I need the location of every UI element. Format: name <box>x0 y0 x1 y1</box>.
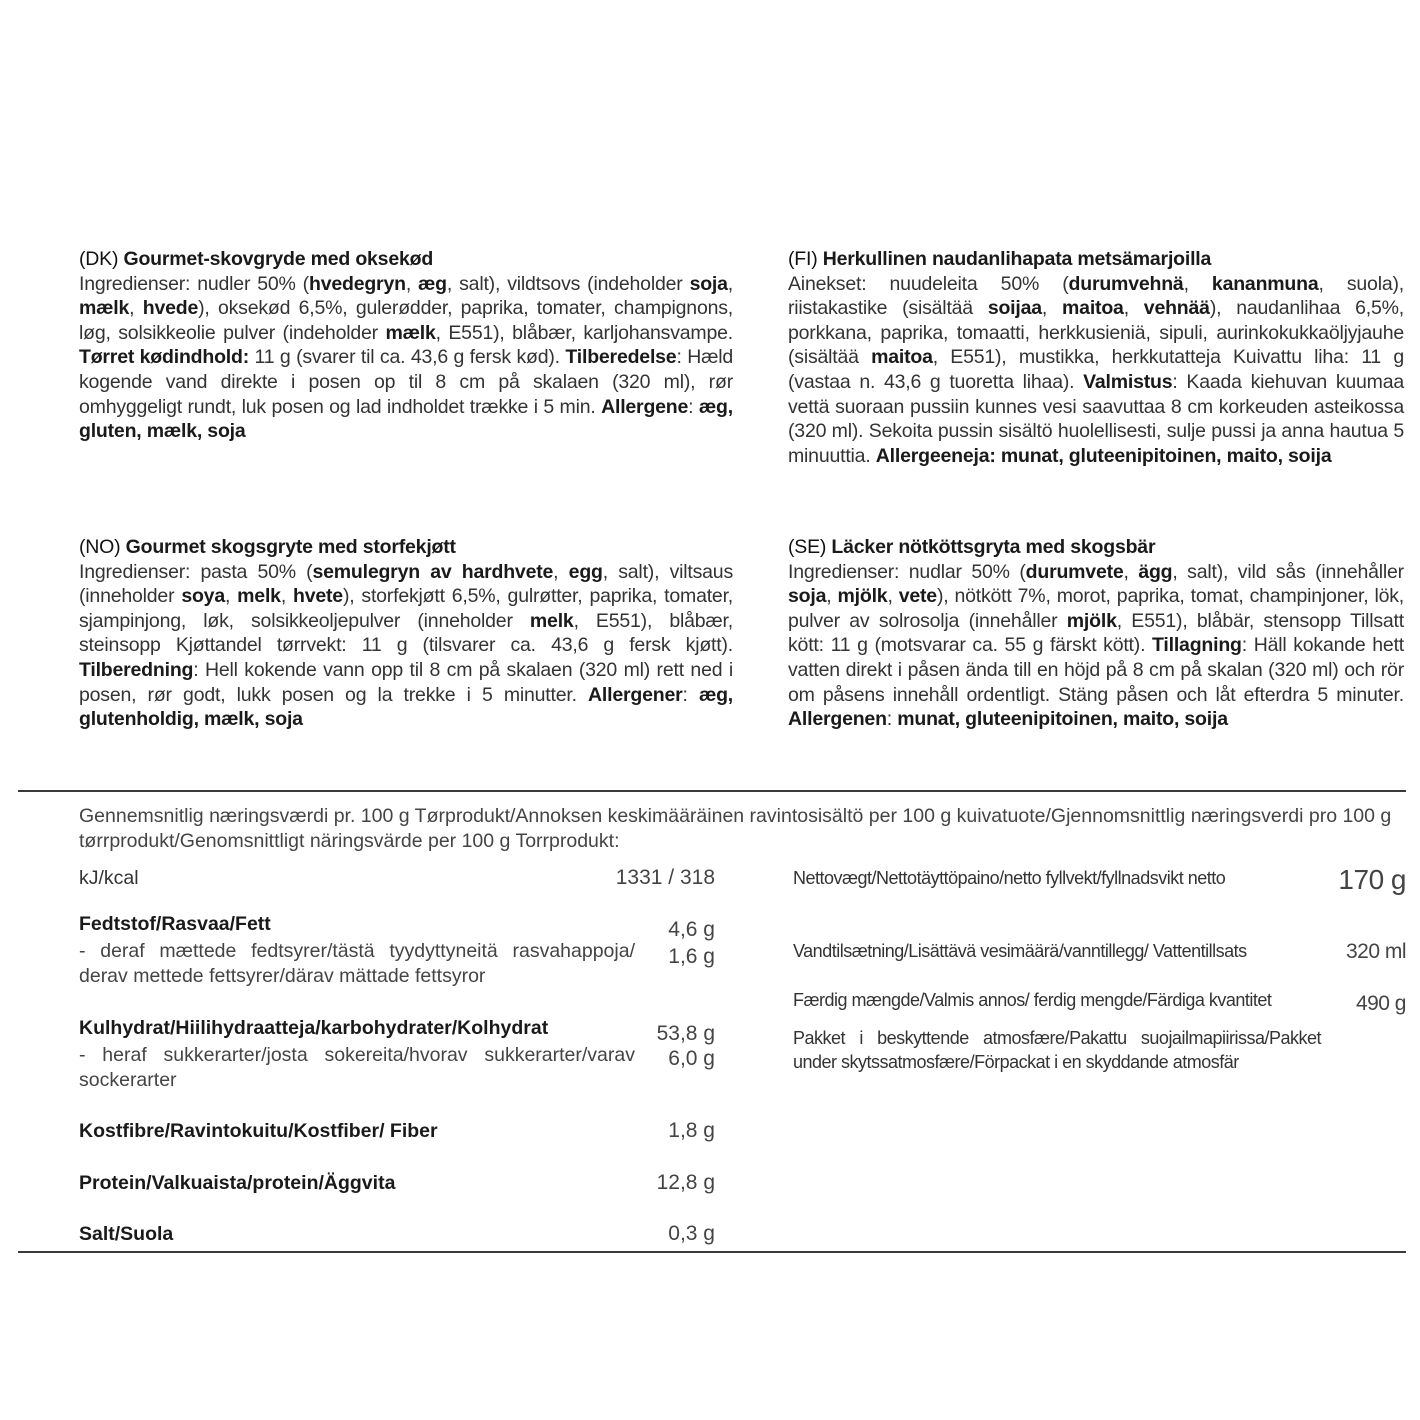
text-run: , <box>405 272 419 295</box>
section-no-heading <box>79 535 733 560</box>
bold-term: æg <box>418 272 447 295</box>
bold-term: durumvehnä <box>1068 272 1184 295</box>
bold-term: mælk <box>79 297 130 320</box>
bold-term: egg <box>568 560 603 583</box>
text-run: , <box>1123 560 1139 583</box>
text-run: ), oksekød 6,5%, gulerødder, paprika, tomater, champignons, løg, solsikkeolie pulver (indeholder <box>79 297 734 344</box>
bold-term: Tørret kødindhold: <box>79 346 250 369</box>
sugars-value: 6,0 g <box>668 1047 715 1070</box>
text-run: , <box>553 560 569 583</box>
nutrition-header: Gennemsnitlig næringsværdi pr. 100 g Tørprodukt/Annoksen keskimääräinen ravintosisältö per 100 g kuivatuote/Gjennomsnittlig næringsverdi pro 100 g tørrprodukt/Genomsnittligt näringsvärde per 100 g Torrprodukt: <box>79 805 1392 852</box>
bold-term: mjölk <box>837 585 888 608</box>
section-dk-title: Gourmet-skovgryde med oksekød <box>123 248 434 270</box>
text-run: : Hell kokende vann opp til 8 cm på skalaen (320 ml) rett ned i posen, rør godt, lukk posen og la trekke i 5 minutter. <box>79 658 733 706</box>
bold-term: Valmistus <box>1083 370 1173 393</box>
text-run: , E551), mustikka, herkkutatteja Kuivattu liha: 11 g (vastaa n. 43,6 g tuoretta lihaa). <box>788 346 1404 393</box>
section-no-title: Gourmet skogsgryte med storfekjøtt <box>125 536 456 558</box>
bold-term: æg, gluten, mælk, soja <box>79 395 733 443</box>
carbs-label: Kulhydrat/Hiilihydraatteja/karbohydrater/Kolhydrat <box>79 1017 549 1039</box>
bold-term: semulegryn av hardhvete <box>312 560 554 583</box>
text-run: , E551), blåbær, karljohansvampe. <box>435 321 733 344</box>
energy-label: kJ/kcal <box>79 867 139 889</box>
text-run: , <box>1123 297 1144 320</box>
section-no-code: (NO) <box>79 536 121 558</box>
bold-term: vehnää <box>1143 297 1210 320</box>
carbs-value: 53,8 g <box>656 1022 715 1045</box>
section-fi <box>788 247 1404 468</box>
divider-top <box>18 790 1406 792</box>
section-fi-code: (FI) <box>788 248 818 270</box>
section-fi-heading <box>788 247 1404 272</box>
text-run: : <box>886 708 898 731</box>
bold-term: soijaa <box>987 297 1042 320</box>
divider-bottom <box>18 1251 1406 1253</box>
section-se-heading <box>788 535 1404 560</box>
bold-term: soja <box>788 585 827 608</box>
text-run: , <box>1183 272 1212 295</box>
salt-value: 0,3 g <box>668 1222 715 1245</box>
fat-value: 4,6 g <box>668 918 715 941</box>
bold-term: Allergeeneja: munat, gluteenipitoinen, maito, soija <box>875 444 1332 467</box>
bold-term: vete <box>898 585 937 608</box>
bold-term: Tilberedelse <box>565 346 677 369</box>
fibre-value: 1,8 g <box>668 1119 715 1142</box>
bold-term: ägg <box>1138 560 1173 583</box>
text-run: ), nötkött 7%, morot, paprika, tomat, champinjoner, lök, pulver av solrosolja (innehåller <box>788 585 1405 632</box>
prepared-label: Færdig mængde/Valmis annos/ ferdig mengde/Färdiga kvantitet <box>793 990 1272 1010</box>
section-se-title: Läcker nötköttsgryta med skogsbär <box>831 536 1156 558</box>
bold-term: hvede <box>142 297 199 320</box>
text-run: : <box>688 395 699 418</box>
text-run: , <box>887 585 899 608</box>
bold-term: hvedegryn <box>308 272 406 295</box>
section-fi-body <box>788 272 1404 469</box>
bold-term: kananmuna <box>1211 272 1319 295</box>
protein-label: Protein/Valkuaista/protein/Äggvita <box>79 1172 396 1194</box>
text-run: , <box>280 585 293 608</box>
text-run: , E551), blåbär, stensopp Tillsatt kött: 11 g (motsvarar ca. 55 g färskt kött). <box>788 609 1404 657</box>
protein-value: 12,8 g <box>656 1171 715 1194</box>
text-run: , <box>224 585 238 608</box>
section-dk-code: (DK) <box>79 248 119 270</box>
bold-term: Tillagning <box>1152 634 1242 657</box>
bold-term: mælk <box>385 321 436 344</box>
text-run: : <box>682 683 699 706</box>
section-fi-title: Herkullinen naudanlihapata metsämarjoilla <box>822 248 1212 270</box>
text-run: 11 g (svarer til ca. 43,6 g fersk kød). <box>249 346 566 369</box>
saturates-value: 1,6 g <box>668 945 715 968</box>
text-run: ), naudanlihaa 6,5%, porkkana, paprika, tomaatti, herkkusieniä, sipuli, aurinkokukkaöljyjauhe (sisältää <box>788 297 1405 369</box>
text-run: Ingredienser: nudler 50% ( <box>79 272 309 295</box>
bold-term: soja <box>689 272 728 295</box>
bold-term: durumvete <box>1025 560 1124 583</box>
text-run: , <box>826 585 838 608</box>
text-run: , <box>727 272 734 295</box>
energy-value: 1331 / 318 <box>615 866 715 889</box>
text-run: , <box>129 297 143 320</box>
bold-term: melk <box>529 609 574 632</box>
bold-term: melk <box>237 585 281 608</box>
text-run: , salt), vildtsovs (indeholder <box>446 272 690 295</box>
text-run: : Kaada kiehuvan kuumaa vettä suoraan pussiin kunnes vesi saavuttaa 8 cm korkeuden asteikossa (320 ml). Sekoita pussin sisältö huolellisesti, sulje pussi ja anna hautua 5 minuuttia. <box>788 370 1404 467</box>
bold-term: Allergenen <box>788 708 887 731</box>
water-label: Vandtilsætning/Lisättävä vesimäärä/vanntillegg/ Vattentillsats <box>793 941 1247 961</box>
text-run: , <box>1041 297 1063 320</box>
bold-term: Tilberedning <box>79 658 194 681</box>
fibre-label: Kostfibre/Ravintokuitu/Kostfiber/ Fiber <box>79 1120 438 1142</box>
section-se <box>788 535 1404 732</box>
text-run: , salt), viltsaus (inneholder <box>79 560 733 608</box>
text-run: Ingredienser: pasta 50% ( <box>79 560 313 583</box>
net-weight-label: Nettovægt/Nettotäyttöpaino/netto fyllvekt/fyllnadsvikt netto <box>793 868 1226 888</box>
bold-term: munat, gluteenipitoinen, maito, soija <box>897 708 1228 731</box>
text-run: : Häll kokande hett vatten direkt i påsen ända till en höjd på 8 cm på skalan (320 ml) och rör om påsens innehåll ordentligt. Stäng påsen och låt efterdra 5 minuter. <box>788 634 1405 706</box>
text-run: : Hæld kogende vand direkte i posen op til 8 cm på skalaen (320 ml), rør omhyggeligt rundt, luk posen og lad indholdet trække i 5 min. <box>79 346 734 418</box>
sugars-label: - heraf sukkerarter/josta sokereita/hvorav sukkerarter/varav sockerarter <box>79 1044 635 1091</box>
water-value: 320 ml <box>1345 940 1406 963</box>
section-no-body <box>79 560 733 732</box>
text-run: , suola), riistakastike (sisältää <box>788 272 1404 320</box>
bold-term: hvete <box>292 585 343 608</box>
bold-term: soya <box>181 585 225 608</box>
section-dk-heading <box>79 247 733 272</box>
section-dk <box>79 247 733 444</box>
bold-term: Allergene <box>601 395 689 418</box>
bold-term: Allergener <box>588 683 683 706</box>
text-run: , E551), blåbær, steinsopp Kjøttandel tørrvekt: 11 g (tilsvarer ca. 43,6 g fersk kjøtt). <box>79 609 733 657</box>
text-run: Ingredienser: nudlar 50% ( <box>788 560 1026 583</box>
bold-term: maitoa <box>871 346 933 369</box>
bold-term: mjölk <box>1066 609 1117 632</box>
text-run: Ainekset: nuudeleita 50% ( <box>788 272 1069 295</box>
bold-term: maitoa <box>1062 297 1124 320</box>
fat-label: Fedtstof/Rasvaa/Fett <box>79 913 271 935</box>
section-no <box>79 535 733 732</box>
packaging-note: Pakket i beskyttende atmosfære/Pakattu suojailmapiirissa/Pakket under skytssatmosfære/Förpackat i en skyddande atmosfär <box>793 1028 1321 1072</box>
prepared-value: 490 g <box>1355 992 1406 1015</box>
net-weight-value: 170 g <box>1338 864 1406 895</box>
section-se-body <box>788 560 1404 732</box>
section-se-code: (SE) <box>788 536 827 558</box>
text-run: , salt), vild sås (innehåller <box>1172 560 1404 583</box>
salt-label: Salt/Suola <box>79 1223 174 1245</box>
bold-term: æg, glutenholdig, mælk, soja <box>79 683 734 731</box>
section-dk-body <box>79 272 733 444</box>
saturates-label: - deraf mættede fedtsyrer/tästä tyydyttyneitä rasvahappoja/ derav mettede fettsyrer/därav mättade fettsyror <box>79 940 635 987</box>
text-run: ), storfekjøtt 6,5%, gulrøtter, paprika, tomater, sjampinjong, løk, solsikkeoljepulver (inneholder <box>79 585 734 632</box>
